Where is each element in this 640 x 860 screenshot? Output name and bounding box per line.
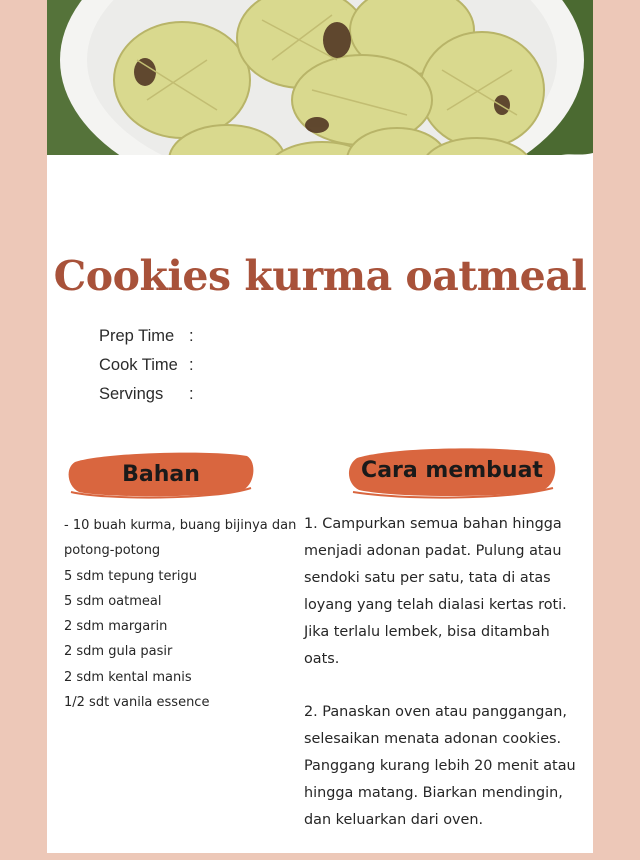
cook-time-separator: :: [189, 356, 194, 374]
ingredient-item: 2 sdm kental manis: [64, 669, 192, 685]
ingredient-item: 2 sdm margarin: [64, 619, 168, 635]
ingredients-list: [64, 513, 300, 715]
ingredient-item: 5 sdm oatmeal: [64, 593, 162, 609]
prep-time-label: Prep Time: [99, 327, 175, 345]
ingredient-item: 1/2 sdt vanila essence: [64, 695, 210, 711]
steps-heading: [345, 444, 559, 496]
ingredient-item: - 10 buah kurma, buang bijinya dan potong-potong: [64, 518, 297, 559]
prep-time-separator: :: [189, 327, 194, 345]
servings-separator: :: [189, 385, 194, 403]
torn-paper-edge: [47, 133, 593, 193]
ingredient-item: 2 sdm gula pasir: [64, 644, 173, 660]
servings-row: [99, 385, 194, 414]
step-item: 1. Campurkan semua bahan hingga menjadi adonan padat. Pulung atau sendoki satu per satu, tata di atas loyang yang telah dialasi kertas roti. Jika terlalu lembek, bisa ditambah oats.: [304, 516, 567, 667]
ingredient-item: 5 sdm tepung terigu: [64, 568, 197, 584]
steps-list: [304, 511, 579, 860]
cook-time-label: Cook Time: [99, 356, 178, 374]
servings-label: Servings: [99, 385, 164, 403]
steps-heading-label: Cara membuat: [361, 457, 543, 483]
ingredients-heading-label: Bahan: [122, 461, 200, 487]
ingredients-heading: [65, 448, 257, 500]
recipe-card: [47, 155, 593, 853]
prep-time-row: [99, 327, 194, 356]
recipe-title: Cookies kurma oatmeal: [53, 252, 587, 300]
cook-time-row: [99, 356, 194, 385]
recipe-meta: [99, 327, 194, 414]
step-item: 2. Panaskan oven atau panggangan, selesaikan menata adonan cookies. Panggang kurang lebih 20 menit atau hingga matang. Biarkan mendingin, dan keluarkan dari oven.: [304, 704, 576, 828]
